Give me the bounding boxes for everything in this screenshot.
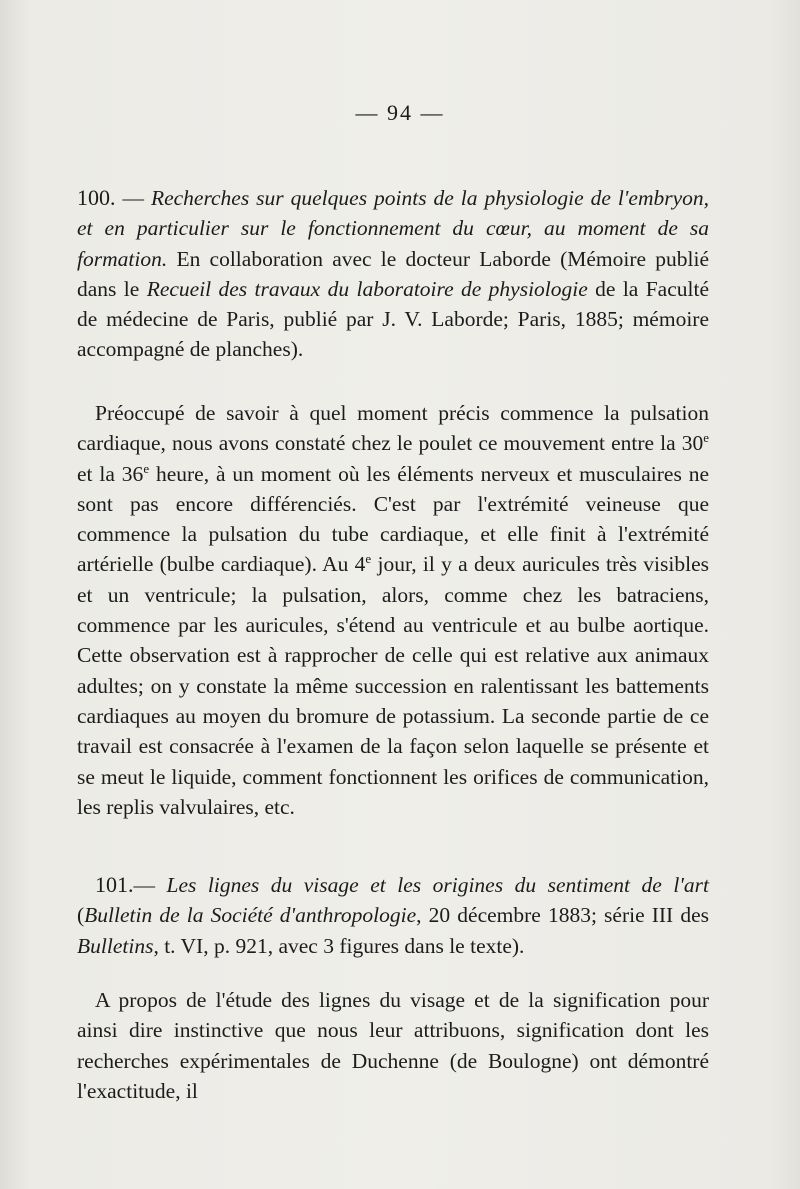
entry-100-number: 100. — [77, 185, 116, 210]
entry-101-journal: Bulletin de la Société d'anthropologie — [84, 903, 417, 928]
paragraph-100-s3: heure, à un moment où les éléments nerveux et musculaires ne sont pas encore différenciés. C'est par l'extrémité veineuse que commence la pulsation du tube cardiaque, et elle finit à l'extrémité artérielle (bulbe cardiaque). Au 4 — [77, 461, 710, 577]
entry-101-number: 101. — [95, 872, 134, 897]
paragraph-101-text: A propos de l'étude des lignes du visage et de la signification pour ainsi dire instinctive que nous leur attribuons, signification dont les recherches expérimentales de Duchenne (de Boulogne) ont démontré l'exactitude, il — [77, 988, 709, 1103]
entry-100-journal: Recueil des travaux du laboratoire de physiologie — [146, 276, 588, 301]
entry-100-title: Recherches sur quelques points de la physiologie de l'embryon, et en particulier sur le fonctionnement du cœur, au moment de sa formation. — [77, 186, 710, 271]
entry-101-dash: — — [133, 873, 155, 897]
entry-100 — [77, 183, 709, 365]
entry-101-title: Les lignes du visage et les origines du sentiment de l'art — [166, 873, 709, 897]
entry-100-dash: — — [122, 186, 144, 210]
superscript-e: e — [143, 460, 150, 476]
paragraph-100-s4: jour, il y a deux auricules très visibles et un ventricule; la pulsation, alors, comme chez les batraciens, commence par les auricules, s'étend au ventricule et au bulbe aortique. Cette observation est à rapprocher de celle qui est relative aux animaux adultes; on y constate la même succession en ralentissant les battements cardiaques au moyen du bromure de potassium. La seconde partie de ce travail est consacrée à l'examen de la façon selon laquelle se présente et se meut le liquide, comment fonctionnent les orifices de communication, les replis valvulaires, etc. — [77, 552, 709, 819]
superscript-e: e — [365, 551, 372, 567]
superscript-e: e — [703, 430, 709, 446]
entry-100-text-a: En collaboration avec le docteur Laborde (Mémoire publié dans le — [77, 246, 710, 301]
paragraph-100-s1: Préoccupé de savoir à quel moment précis commence la pulsation cardiaque, nous avons constaté chez le poulet ce mouvement entre la 30 — [77, 401, 709, 456]
entry-101 — [77, 870, 709, 961]
entry-101-open-paren: ( — [77, 903, 85, 928]
entry-101-series: Bulletins — [77, 933, 154, 958]
paragraph-101 — [77, 985, 709, 1106]
entry-101-text-a: , 20 décembre 1883; série III des — [416, 903, 709, 928]
paragraph-100-s2: et la 36 — [77, 461, 144, 486]
page-number: — 94 — — [355, 100, 445, 125]
paragraph-100 — [77, 398, 709, 822]
entry-101-text-b: , t. VI, p. 921, avec 3 figures dans le texte). — [153, 933, 525, 958]
entry-100-text-b: de la Faculté de médecine de Paris, publié par J. V. Laborde; Paris, 1885; mémoire accompagné de planches). — [77, 276, 710, 362]
